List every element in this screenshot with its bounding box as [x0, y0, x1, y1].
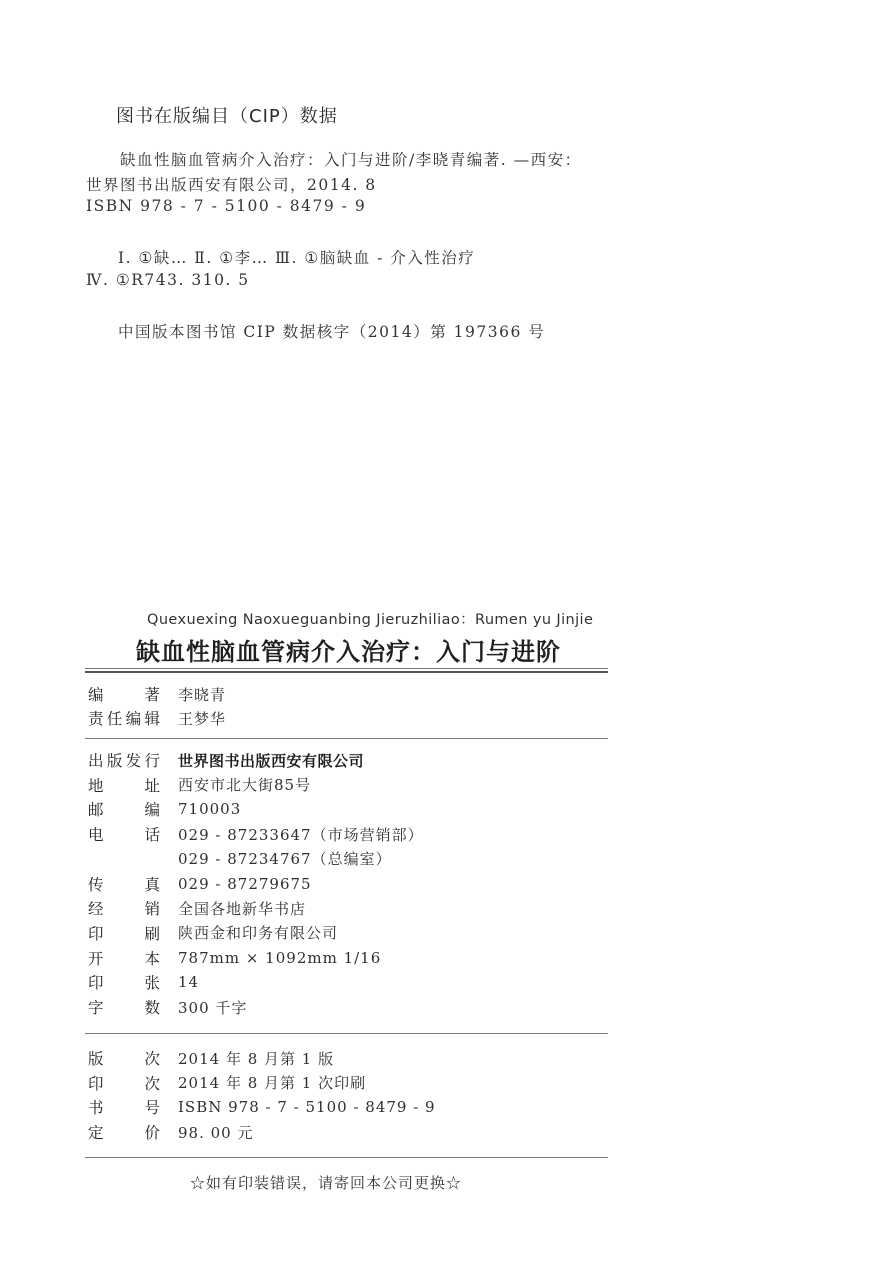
info-label — [88, 823, 160, 845]
info-value: 029 - 87279675 — [178, 874, 312, 893]
info-label — [88, 922, 160, 944]
info-value: 全国各地新华书店 — [178, 899, 307, 918]
info-row — [88, 970, 199, 994]
info-row — [88, 872, 312, 896]
info-label-char: 地 — [88, 776, 104, 795]
info-value: 787mm × 1092mm 1/16 — [178, 948, 382, 967]
cip-line-classification: Ⅰ. ①缺… Ⅱ. ①李… Ⅲ. ①脑缺血 - 介入性治疗 — [118, 249, 476, 267]
info-label — [88, 1121, 160, 1143]
info-label-char: 辑 — [144, 710, 160, 728]
divider — [85, 1157, 608, 1158]
info-label-char: 编 — [144, 801, 160, 820]
info-value: 王梦华 — [178, 709, 227, 728]
info-label — [88, 1072, 160, 1094]
info-value: 2014 年 8 月第 1 次印刷 — [178, 1074, 367, 1093]
info-label — [88, 1047, 160, 1069]
info-label — [88, 1096, 160, 1118]
info-label — [88, 774, 160, 796]
info-row — [88, 946, 381, 970]
divider — [85, 738, 608, 739]
info-label-char: 真 — [144, 875, 160, 894]
cip-line-isbn: ISBN 978 - 7 - 5100 - 8479 - 9 — [86, 197, 367, 215]
info-label-char: 书 — [88, 1099, 104, 1118]
info-label-char: 址 — [144, 776, 160, 795]
info-label-char: 邮 — [88, 801, 104, 820]
info-label-char: 责 — [88, 710, 104, 728]
info-value: 029 - 87233647（市场营销部） — [178, 825, 424, 844]
info-row — [88, 1046, 334, 1070]
info-row — [88, 896, 306, 920]
info-label-char: 任 — [106, 710, 123, 728]
info-label-char: 开 — [88, 949, 104, 968]
info-row — [88, 797, 241, 821]
info-row — [88, 847, 392, 871]
info-value: 2014 年 8 月第 1 版 — [178, 1049, 335, 1068]
info-row — [88, 773, 311, 797]
info-label-char: 定 — [88, 1124, 104, 1143]
info-label — [88, 897, 160, 919]
info-label-char: 印 — [88, 924, 104, 943]
info-label — [88, 798, 160, 820]
book-title-pinyin: Quexuexing Naoxueguanbing Jieruzhiliao：Rumen yu Jinjie — [147, 612, 594, 628]
info-value: 14 — [178, 973, 200, 992]
info-row — [88, 748, 364, 772]
info-label-char: 次 — [144, 1050, 160, 1068]
info-value: 西安市北大街85号 — [178, 776, 312, 795]
info-row — [88, 682, 226, 706]
info-label — [88, 683, 160, 705]
misprint-notice: ☆如有印装错误，请寄回本公司更换☆ — [190, 1174, 463, 1192]
info-value: 98. 00 元 — [178, 1123, 254, 1142]
info-label — [88, 947, 160, 969]
info-label-char: 销 — [144, 900, 160, 919]
info-label-char: 本 — [144, 949, 160, 968]
info-label-char: 刷 — [144, 924, 160, 943]
info-row — [88, 1120, 253, 1144]
info-label-char: 编 — [125, 710, 142, 728]
info-label-char: 版 — [88, 1050, 104, 1068]
cip-line-record-number: 中国版本图书馆 CIP 数据核字（2014）第 197366 号 — [118, 323, 546, 341]
info-label-char: 次 — [144, 1074, 160, 1093]
info-value: 710003 — [178, 800, 242, 819]
title-rule-bottom — [85, 671, 608, 673]
info-label — [88, 749, 160, 771]
divider — [85, 1033, 608, 1034]
cip-title: 图书在版编目（CIP）数据 — [116, 106, 338, 127]
info-value: 世界图书出版西安有限公司 — [178, 751, 365, 770]
title-rule-top — [85, 668, 608, 669]
info-value: 李晓青 — [178, 685, 227, 704]
info-row — [88, 921, 338, 945]
info-label-char: 发 — [125, 752, 142, 770]
info-label-char: 号 — [144, 1099, 160, 1118]
info-row — [88, 1095, 436, 1119]
info-label-char: 传 — [88, 875, 104, 894]
info-row — [88, 706, 226, 730]
info-row — [88, 822, 424, 846]
info-label-char: 印 — [88, 1074, 104, 1093]
info-value: 029 - 87234767（总编室） — [178, 850, 392, 869]
cip-line-classification-code: Ⅳ. ①R743. 310. 5 — [86, 271, 250, 289]
info-row — [88, 995, 247, 1019]
info-value: ISBN 978 - 7 - 5100 - 8479 - 9 — [178, 1098, 436, 1117]
book-title: 缺血性脑血管病介入治疗：入门与进阶 — [136, 637, 561, 666]
info-label-char: 编 — [88, 686, 104, 704]
info-label-char: 话 — [144, 826, 160, 845]
info-label-char: 字 — [88, 999, 104, 1017]
info-label-char: 经 — [88, 900, 104, 919]
info-label — [88, 707, 160, 729]
cip-line: 世界图书出版西安有限公司，2014. 8 — [86, 176, 377, 194]
info-value: 陕西金和印务有限公司 — [178, 924, 339, 943]
info-label — [88, 873, 160, 895]
info-value: 300 千字 — [178, 998, 248, 1017]
info-label-char: 行 — [144, 752, 160, 770]
info-label-char: 著 — [144, 686, 160, 704]
info-row — [88, 1071, 366, 1095]
info-label-char: 印 — [88, 974, 104, 993]
info-label-char: 价 — [144, 1124, 160, 1143]
info-label-char: 版 — [106, 752, 123, 770]
info-label — [88, 996, 160, 1018]
info-label — [88, 971, 160, 993]
info-label-char: 数 — [144, 999, 160, 1017]
cip-line: 缺血性脑血管病介入治疗：入门与进阶/李晓青编著. —西安： — [120, 151, 582, 169]
info-label-char: 出 — [88, 752, 104, 770]
info-label-char: 电 — [88, 826, 104, 845]
info-label-char: 张 — [144, 974, 160, 993]
